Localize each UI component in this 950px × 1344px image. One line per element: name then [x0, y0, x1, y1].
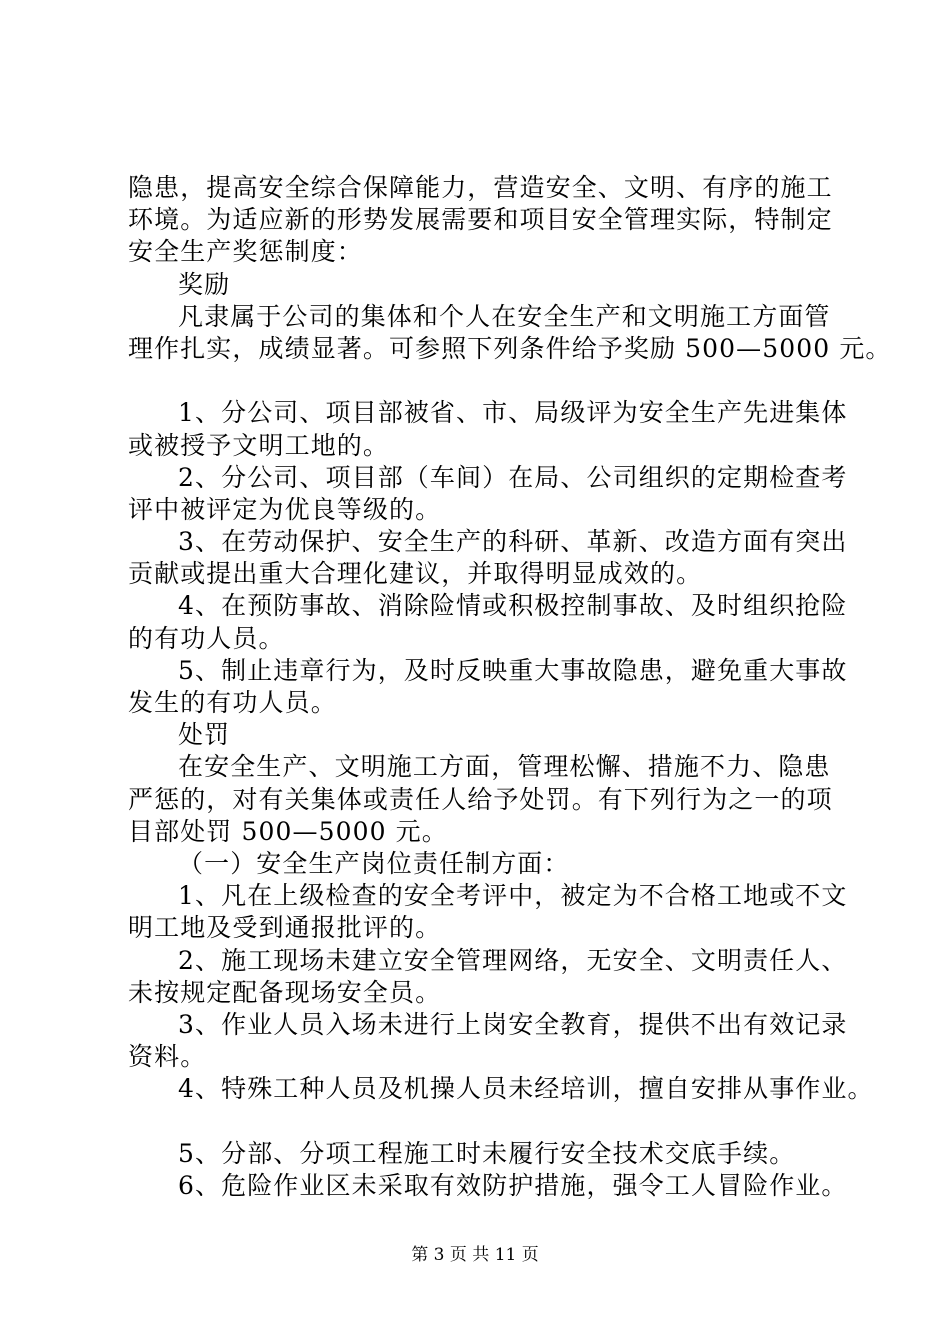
list-item: 4、在预防事故、消除险情或积极控制事故、及时组织抢险 [178, 591, 848, 621]
text-line: 评中被评定为优良等级的。 [128, 494, 442, 524]
text-line: 目部处罚 500—5000 元。 [128, 816, 448, 846]
text-line: 安全生产奖惩制度： [128, 237, 363, 267]
text-line: 隐患，提高安全综合保障能力，营造安全、文明、有序的施工 [128, 173, 833, 202]
text-line: 贡献或提出重大合理化建议，并取得明显成效的。 [128, 559, 703, 589]
text-line: 在安全生产、文明施工方面，管理松懈、措施不力、隐患 [178, 752, 831, 782]
text-line: 环境。为适应新的形势发展需要和项目安全管理实际，特制定 [128, 205, 833, 235]
list-item: 5、分部、分项工程施工时未履行安全技术交底手续。 [178, 1138, 796, 1168]
section-heading-reward: 奖励 [178, 269, 231, 299]
list-item: 4、特殊工种人员及机操人员未经培训，擅自安排从事作业。 [178, 1074, 874, 1104]
document-body [128, 172, 892, 1202]
list-item: 6、危险作业区未采取有效防护措施，强令工人冒险作业。 [178, 1170, 848, 1200]
section-heading-penalty: 处罚 [178, 720, 231, 750]
text-line: 严惩的，对有关集体或责任人给予处罚。有下列行为之一的项 [128, 784, 833, 814]
list-item: 2、施工现场未建立安全管理网络，无安全、文明责任人、 [178, 945, 848, 975]
text-line: 凡隶属于公司的集体和个人在安全生产和文明施工方面管 [178, 301, 831, 331]
list-item: 3、在劳动保护、安全生产的科研、革新、改造方面有突出 [178, 527, 848, 557]
blank-line [128, 1105, 840, 1137]
text-line: 资料。 [128, 1042, 207, 1072]
list-item: 5、制止违章行为，及时反映重大事故隐患，避免重大事故 [178, 655, 848, 685]
subsection-heading: （一）安全生产岗位责任制方面： [178, 848, 570, 878]
text-line: 的有功人员。 [128, 623, 285, 653]
text-line: 发生的有功人员。 [128, 688, 337, 717]
page-number-footer: 第 3 页 共 11 页 [411, 1245, 539, 1265]
blank-line [128, 365, 840, 397]
list-item: 3、作业人员入场未进行上岗安全教育，提供不出有效记录 [178, 1009, 848, 1039]
list-item: 1、分公司、项目部被省、市、局级评为安全生产先进集体 [178, 398, 848, 428]
list-item: 1、凡在上级检查的安全考评中，被定为不合格工地或不文 [178, 881, 848, 911]
text-line: 理作扎实，成绩显著。可参照下列条件给予奖励 500—5000 元。 [128, 333, 892, 363]
text-line: 未按规定配备现场安全员。 [128, 977, 442, 1007]
list-item: 2、分公司、项目部（车间）在局、公司组织的定期检查考 [178, 462, 848, 492]
text-line: 明工地及受到通报批评的。 [128, 913, 442, 943]
text-line: 或被授予文明工地的。 [128, 430, 390, 460]
